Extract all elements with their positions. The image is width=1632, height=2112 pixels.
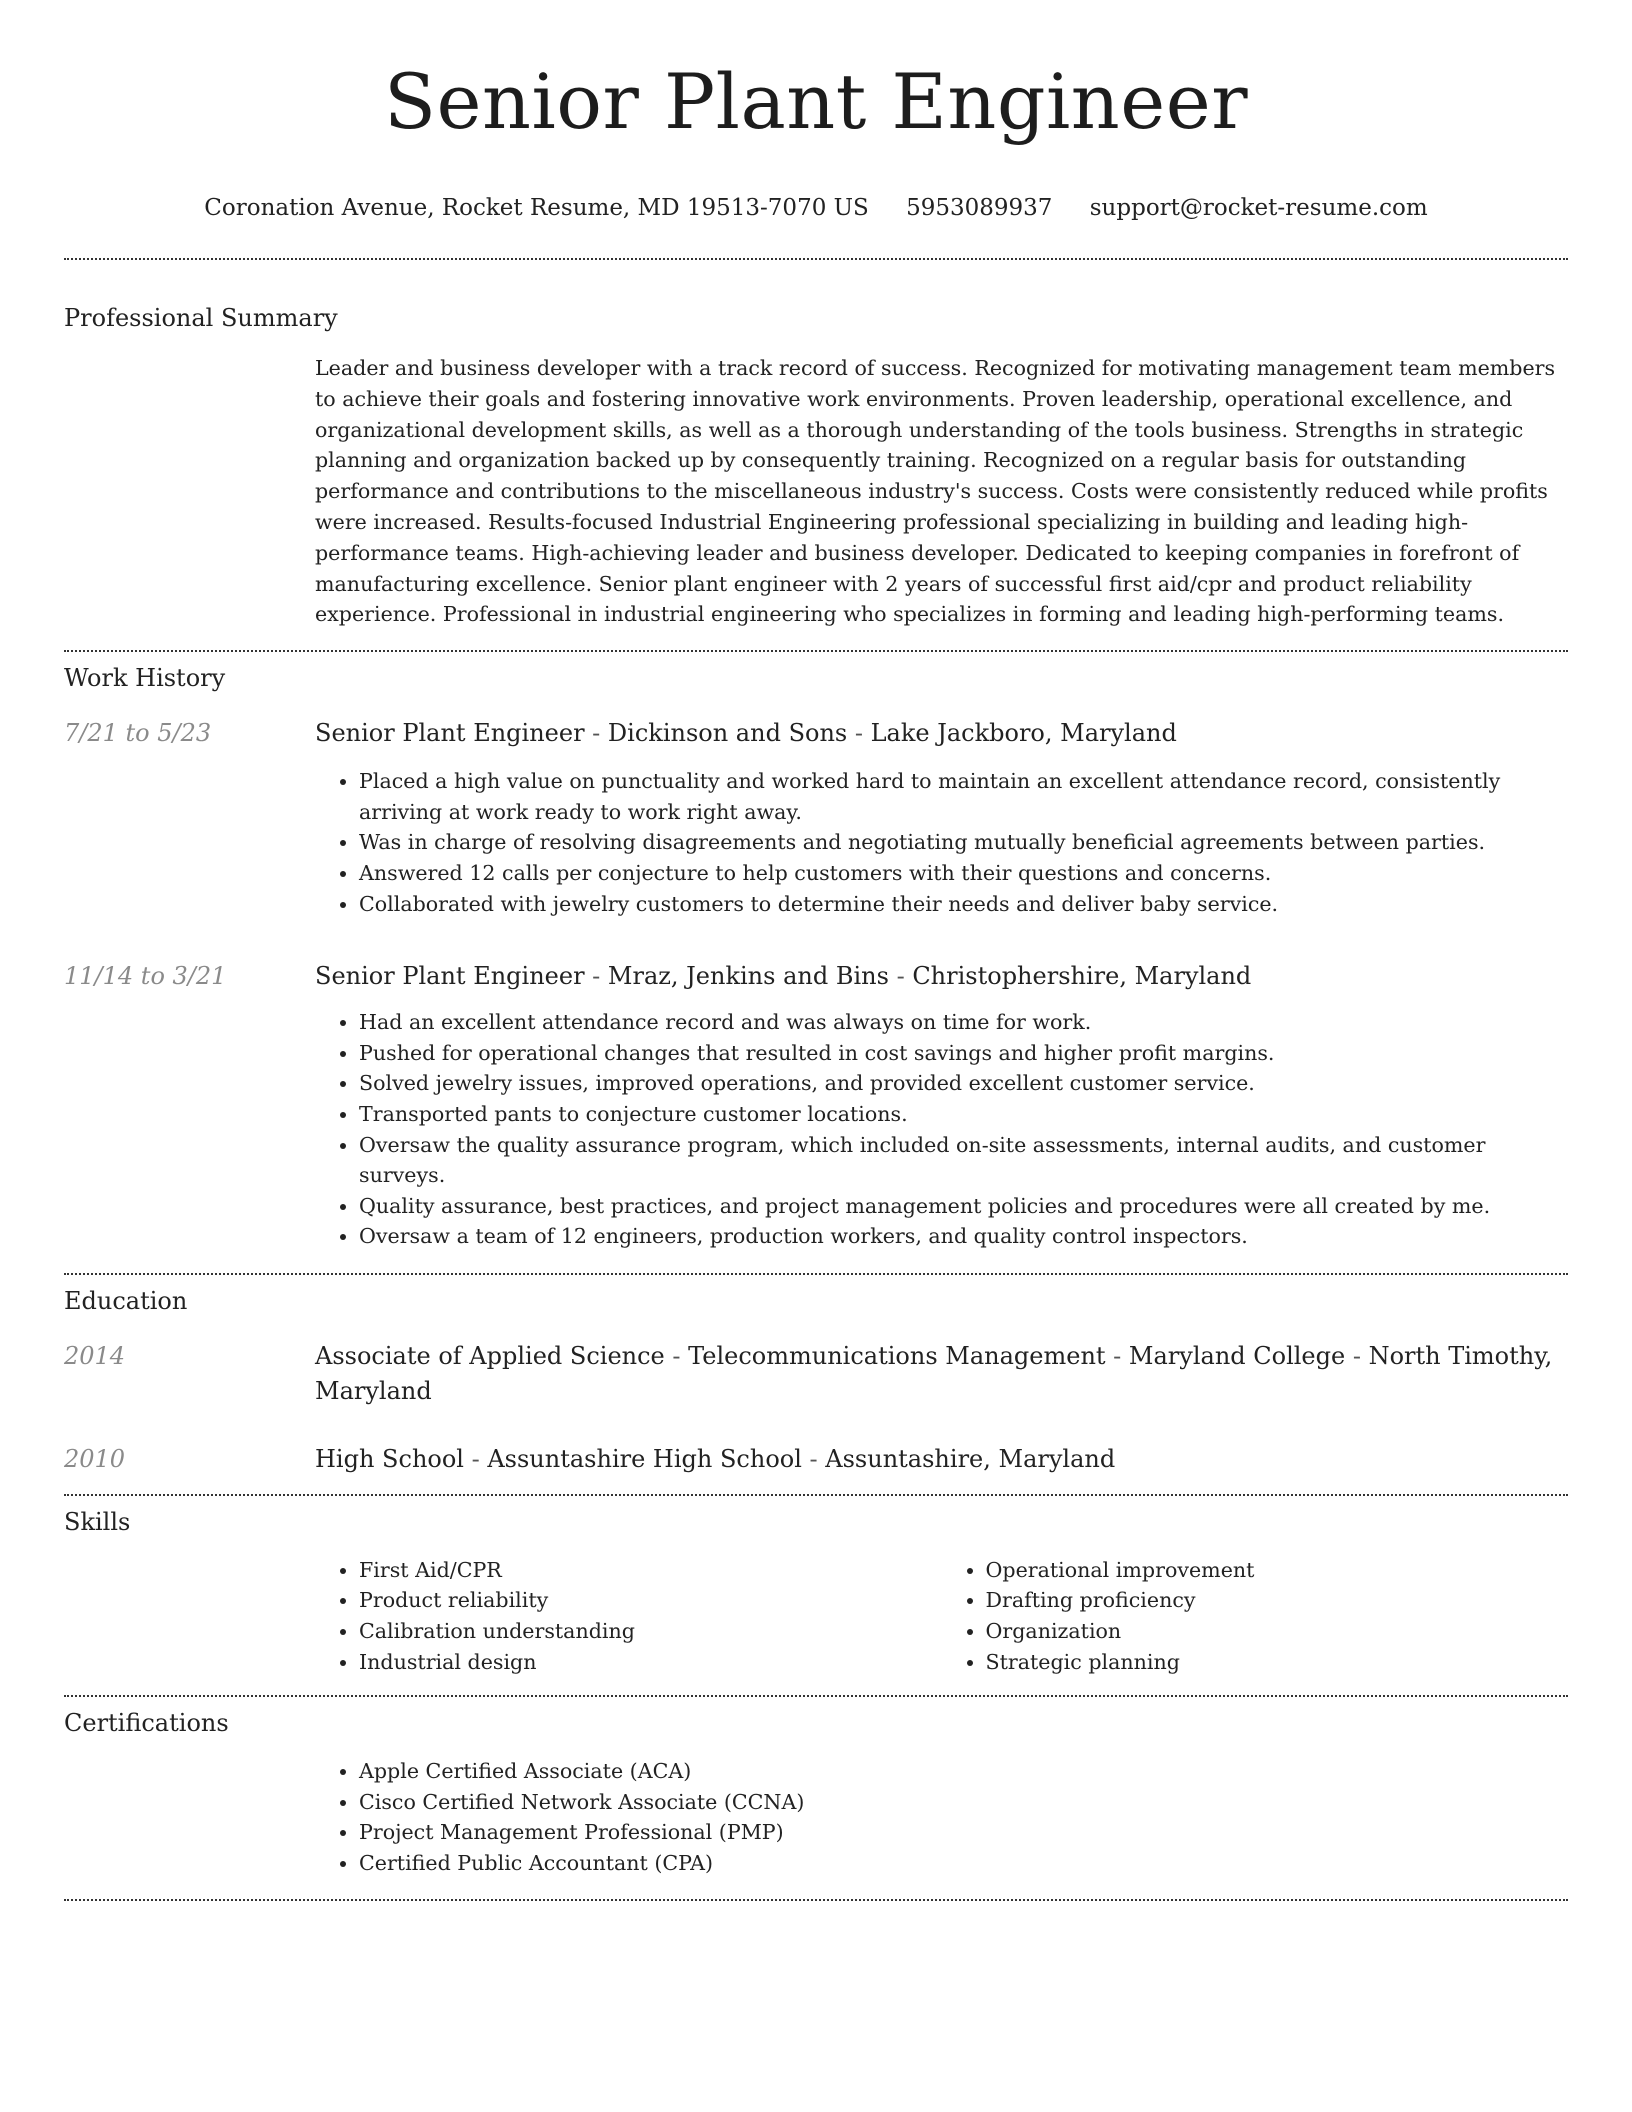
list-item: • Oversaw the quality assurance program, which included on-site assessments, internal audits, and customer surveys. [359, 1130, 1568, 1191]
skills-list-right [942, 1555, 1569, 1677]
job-role: Senior Plant Engineer [315, 719, 585, 748]
list-item: • Industrial design [359, 1647, 942, 1678]
work-history-heading: Work History [64, 664, 226, 693]
list-item: • Strategic planning [986, 1647, 1569, 1678]
education-school: Maryland College [1128, 1341, 1346, 1370]
education-year: 2014 [64, 1341, 126, 1370]
list-item: • Placed a high value on punctuality and worked hard to maintain an excellent attendance record, consistently arriving at work ready to work right away. [359, 766, 1568, 827]
job-bullets [315, 766, 1568, 919]
education-degree: High School [315, 1444, 464, 1473]
list-item: • Operational improvement [986, 1555, 1569, 1586]
heading-separator: - [888, 962, 913, 991]
summary-heading: Professional Summary [64, 304, 338, 332]
education-entry [64, 1442, 1568, 1477]
skills-grid [315, 1555, 1568, 1677]
page-title: Senior Plant Engineer [383, 57, 1249, 146]
heading-separator: - [463, 1444, 488, 1473]
heading-separator: - [847, 719, 871, 748]
list-item: • Pushed for operational changes that resulted in cost savings and higher profit margins. [359, 1038, 1568, 1069]
heading-separator: - [1105, 1341, 1129, 1370]
education-field: Telecommunications Management [688, 1341, 1106, 1370]
education-degree: Associate of Applied Science [315, 1341, 665, 1370]
job-role: Senior Plant Engineer [315, 962, 585, 991]
list-item: • Oversaw a team of 12 engineers, production workers, and quality control inspectors. [359, 1221, 1568, 1252]
list-item: • Project Management Professional (PMP) [359, 1817, 1568, 1848]
address-text: Coronation Avenue, Rocket Resume, MD 19513-7070 US [204, 195, 869, 221]
job-heading [315, 959, 1568, 994]
list-item: • Was in charge of resolving disagreements and negotiating mutually beneficial agreements between parties. [359, 827, 1568, 858]
job-company: Mraz, Jenkins and Bins [607, 962, 889, 991]
list-item: • Apple Certified Associate (ACA) [359, 1756, 1568, 1787]
list-item: • First Aid/CPR [359, 1555, 942, 1586]
divider [64, 1273, 1568, 1275]
list-item: • Drafting proficiency [986, 1585, 1569, 1616]
education-heading [315, 1442, 1568, 1477]
education-heading [315, 1339, 1568, 1409]
divider [64, 258, 1568, 260]
heading-separator: - [584, 719, 608, 748]
education-school: Assuntashire High School [487, 1444, 802, 1473]
heading-separator: - [664, 1341, 689, 1370]
list-item: • Quality assurance, best practices, and project management policies and procedures were all created by me. [359, 1191, 1568, 1222]
heading-separator: - [801, 1444, 826, 1473]
list-item: • Calibration understanding [359, 1616, 942, 1647]
list-item: • Collaborated with jewelry customers to determine their needs and deliver baby service. [359, 889, 1568, 920]
job-entry [64, 716, 1568, 919]
list-item: • Product reliability [359, 1585, 942, 1616]
skills-list-left [315, 1555, 942, 1677]
job-heading [315, 716, 1568, 751]
certifications-list [315, 1756, 1568, 1878]
divider [64, 1695, 1568, 1697]
divider [64, 1494, 1568, 1496]
job-location: Christophershire, Maryland [912, 962, 1252, 991]
resume-page [64, 0, 1568, 1901]
job-company: Dickinson and Sons [607, 719, 848, 748]
job-bullets [315, 1007, 1568, 1252]
job-entry [64, 959, 1568, 1252]
job-dates: 7/21 to 5/23 [64, 719, 212, 748]
job-location: Lake Jackboro, Maryland [870, 719, 1177, 748]
heading-separator: - [1345, 1341, 1369, 1370]
divider [64, 1899, 1568, 1901]
heading-separator: - [584, 962, 608, 991]
phone-text: 5953089937 [906, 195, 1053, 221]
list-item: • Had an excellent attendance record and was always on time for work. [359, 1007, 1568, 1038]
divider [64, 650, 1568, 652]
education-location: North Timothy, Maryland [315, 1341, 1553, 1405]
list-item: • Cisco Certified Network Associate (CCNA) [359, 1787, 1568, 1818]
list-item: • Transported pants to conjecture customer locations. [359, 1099, 1568, 1130]
job-dates: 11/14 to 3/21 [64, 962, 227, 991]
contact-line [64, 192, 1568, 224]
education-heading: Education [64, 1286, 188, 1315]
education-location: Assuntashire, Maryland [825, 1444, 1116, 1473]
education-year: 2010 [64, 1444, 126, 1473]
list-item: • Certified Public Accountant (CPA) [359, 1848, 1568, 1879]
list-item: • Answered 12 calls per conjecture to help customers with their questions and concerns. [359, 858, 1568, 889]
list-item: • Organization [986, 1616, 1569, 1647]
education-entry [64, 1339, 1568, 1409]
list-item: • Solved jewelry issues, improved operations, and provided excellent customer service. [359, 1068, 1568, 1099]
email-text: support@rocket-resume.com [1089, 195, 1428, 221]
skills-heading: Skills [64, 1507, 131, 1536]
certifications-heading: Certifications [64, 1709, 229, 1738]
summary-text: Leader and business developer with a track record of success. Recognized for motivating management team members to achieve their goals and fostering innovative work environments. Proven leadership, operational excellence, and organizational development skills, as well as a thorough understanding of the tools business. Strengths in strategic planning and organization backed up by consequently training. Recognized on a regular basis for outstanding performance and contributions to the miscellaneous industry's success. Costs were consistently reduced while profits were increased. Results-focused Industrial Engineering professional specializing in building and leading high-performance teams. High-achieving leader and business developer. Dedicated to keeping companies in forefront of manufacturing excellence. Senior plant engineer with 2 years of successful first aid/cpr and product reliability experience. Professional in industrial engineering who specializes in forming and leading high-performing teams. [315, 356, 1556, 627]
